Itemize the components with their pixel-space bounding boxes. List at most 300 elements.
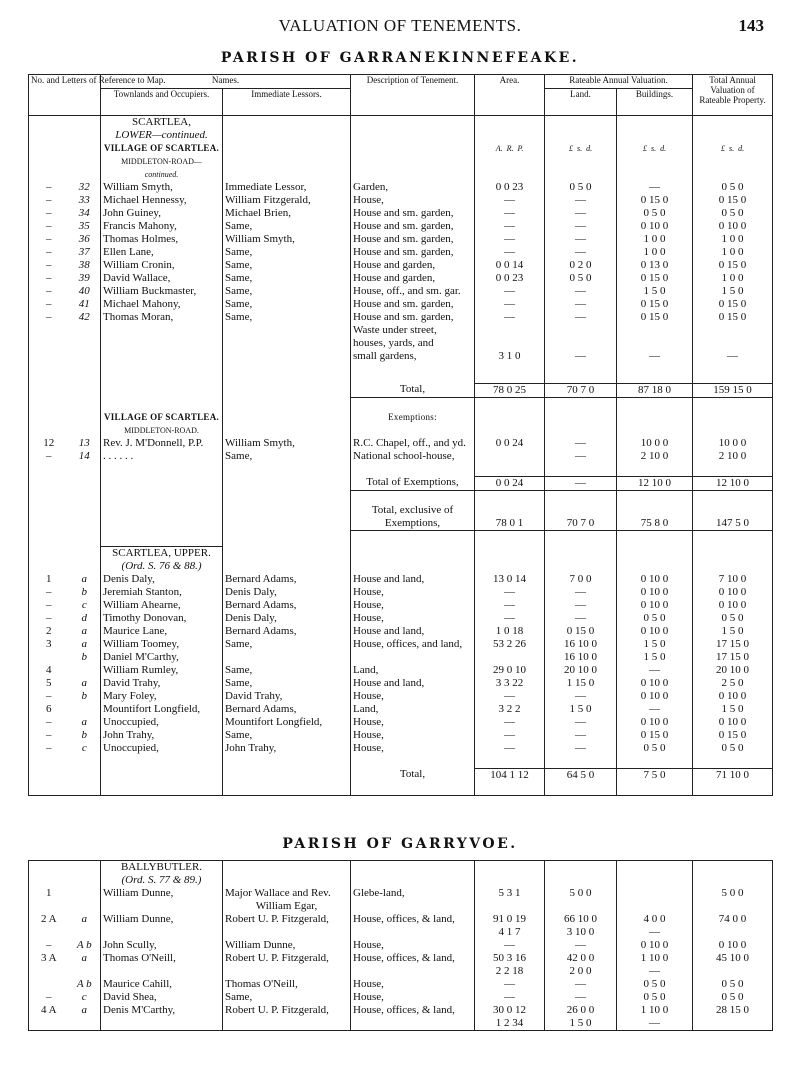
col-rateable-header: Rateable Annual Valuation. bbox=[545, 75, 693, 89]
land-value: — bbox=[545, 437, 617, 450]
table-row bbox=[29, 638, 773, 651]
area-value: — bbox=[475, 729, 545, 742]
total-value: 0 10 0 bbox=[693, 716, 773, 729]
parish-title-garranekinnefeake: PARISH OF GARRANEKINNEFEAKE. bbox=[220, 50, 580, 66]
table-row bbox=[29, 703, 773, 716]
tenement-description: House, bbox=[351, 194, 475, 207]
total-value: 0 15 0 bbox=[693, 729, 773, 742]
ref-letter: a bbox=[81, 572, 87, 585]
occupier-name: Mary Foley, bbox=[101, 690, 223, 703]
ref-number: 3 bbox=[46, 637, 52, 650]
waste-total: — bbox=[693, 350, 773, 363]
area-value: 53 2 26 bbox=[475, 638, 545, 651]
tenement-description: Garden, bbox=[351, 181, 475, 194]
tenement-description: House, bbox=[351, 742, 475, 755]
townland-name-continued: LOWER—continued. bbox=[101, 129, 223, 142]
table-row bbox=[29, 978, 773, 991]
ref-letter: b bbox=[81, 650, 87, 663]
tenement-description: House, bbox=[351, 612, 475, 625]
buildings-value bbox=[617, 900, 693, 913]
waste-desc-2: houses, yards, and bbox=[351, 337, 475, 350]
ref-letter: 40 bbox=[78, 285, 90, 297]
tenement-description: House and sm. garden, bbox=[351, 220, 475, 233]
ref-letter: 36 bbox=[78, 233, 90, 245]
land-value: 5 0 0 bbox=[545, 887, 617, 900]
ref-letter bbox=[69, 900, 101, 913]
occupier-name: John Trahy, bbox=[101, 729, 223, 742]
tenement-description: National school-house, bbox=[351, 450, 475, 463]
land-value: — bbox=[545, 246, 617, 259]
tenement-description: House and sm. garden, bbox=[351, 233, 475, 246]
ref-letter: a bbox=[81, 952, 87, 964]
ref-number: 1 bbox=[46, 887, 52, 899]
col-lessors-header: Immediate Lessors. bbox=[223, 89, 351, 116]
waste-desc-1: Waste under street, bbox=[351, 324, 475, 337]
buildings-value: 0 5 0 bbox=[617, 612, 693, 625]
tenement-description bbox=[351, 651, 475, 664]
land-value: — bbox=[545, 978, 617, 991]
ref-number: – bbox=[46, 233, 52, 245]
ref-letter: 35 bbox=[78, 220, 90, 232]
total-value: 0 10 0 bbox=[693, 586, 773, 599]
total-value: 17 15 0 bbox=[693, 638, 773, 651]
ref-letter: a bbox=[81, 676, 87, 689]
section2-total-buildings: 7 5 0 bbox=[617, 768, 693, 782]
buildings-value: 0 15 0 bbox=[617, 729, 693, 742]
area-value: — bbox=[475, 742, 545, 755]
buildings-value: 4 0 0 bbox=[617, 913, 693, 926]
tenement-description: House, offices, & land, bbox=[351, 1004, 475, 1017]
total-value: 10 0 0 bbox=[693, 437, 773, 450]
tenement-description: House and garden, bbox=[351, 272, 475, 285]
ref-number: – bbox=[46, 611, 52, 624]
ref-letter: b bbox=[81, 585, 87, 598]
table-row bbox=[29, 664, 773, 677]
ref-number: 1 bbox=[46, 572, 52, 585]
ref-number: – bbox=[46, 220, 52, 232]
occupier-name: Francis Mahony, bbox=[101, 220, 223, 233]
occupier-name: David Wallace, bbox=[101, 272, 223, 285]
buildings-value: 0 5 0 bbox=[617, 978, 693, 991]
table-row bbox=[29, 298, 773, 311]
col-townlands-header: Townlands and Occupiers. bbox=[101, 89, 223, 116]
occupier-name: Jeremiah Stanton, bbox=[101, 586, 223, 599]
total-value: 2 10 0 bbox=[693, 450, 773, 463]
ref-letter: c bbox=[81, 741, 87, 754]
ref-number: – bbox=[46, 246, 52, 258]
ref-number bbox=[29, 651, 69, 664]
table-row bbox=[29, 181, 773, 194]
buildings-value: 0 10 0 bbox=[617, 573, 693, 586]
lessor-name: Same, bbox=[223, 259, 351, 272]
land-value: — bbox=[545, 690, 617, 703]
ref-letter: 32 bbox=[78, 181, 90, 193]
land-value: — bbox=[545, 194, 617, 207]
tenement-description: House, off., and sm. gar. bbox=[351, 285, 475, 298]
page-number: 143 bbox=[738, 16, 764, 35]
section1-total-buildings: 87 18 0 bbox=[617, 383, 693, 397]
ref-number: – bbox=[46, 728, 52, 741]
occupier-name: William Dunne, bbox=[101, 887, 223, 900]
area-value: — bbox=[475, 233, 545, 246]
total-value: 0 15 0 bbox=[693, 298, 773, 311]
land-value: 16 10 0 bbox=[545, 651, 617, 664]
tenement-description bbox=[351, 926, 475, 939]
tenement-description: House, bbox=[351, 599, 475, 612]
land-value: — bbox=[545, 729, 617, 742]
table-row bbox=[29, 311, 773, 324]
ref-letter: 41 bbox=[78, 298, 90, 310]
area-value bbox=[475, 651, 545, 664]
buildings-value: 1 5 0 bbox=[617, 638, 693, 651]
buildings-value: 0 15 0 bbox=[617, 311, 693, 324]
buildings-value: 0 10 0 bbox=[617, 939, 693, 952]
ref-letter: a bbox=[81, 715, 87, 728]
ref-number: 4 bbox=[46, 663, 52, 676]
area-value: 0 0 14 bbox=[475, 259, 545, 272]
lessor-name: Denis Daly, bbox=[223, 586, 351, 599]
ref-number: – bbox=[46, 991, 52, 1003]
ref-number: 6 bbox=[46, 702, 52, 715]
table-row bbox=[29, 233, 773, 246]
total-value: 0 15 0 bbox=[693, 194, 773, 207]
tenement-description bbox=[351, 1017, 475, 1031]
tenement-description: House, bbox=[351, 690, 475, 703]
ref-number: 3 A bbox=[40, 952, 57, 964]
buildings-value: 1 10 0 bbox=[617, 1004, 693, 1017]
occupier-name: Thomas Holmes, bbox=[101, 233, 223, 246]
occupier-name: Unoccupied, bbox=[101, 742, 223, 755]
buildings-units: £ s. d. bbox=[617, 142, 693, 155]
lessor-name: William Smyth, bbox=[223, 437, 351, 450]
lessor-name: Immediate Lessor, bbox=[223, 181, 351, 194]
lessor-name: Robert U. P. Fitzgerald, bbox=[223, 952, 351, 965]
lessor-name: Denis Daly, bbox=[223, 612, 351, 625]
lessor-name: Same, bbox=[223, 272, 351, 285]
area-value: — bbox=[475, 978, 545, 991]
ref-number: 2 bbox=[46, 624, 52, 637]
tenement-description bbox=[351, 965, 475, 978]
table-row-continued bbox=[29, 926, 773, 939]
table-row bbox=[29, 573, 773, 586]
buildings-value: 1 5 0 bbox=[617, 285, 693, 298]
total-value bbox=[693, 965, 773, 978]
buildings-value: — bbox=[617, 965, 693, 978]
ref-number: – bbox=[46, 181, 52, 193]
lessor-name: Bernard Adams, bbox=[223, 703, 351, 716]
area-value bbox=[475, 450, 545, 463]
buildings-value: — bbox=[617, 926, 693, 939]
area-value: 5 3 1 bbox=[475, 887, 545, 900]
land-value: 20 10 0 bbox=[545, 664, 617, 677]
lessor-name: William Smyth, bbox=[223, 233, 351, 246]
buildings-value: 1 0 0 bbox=[617, 233, 693, 246]
tenement-description: Land, bbox=[351, 703, 475, 716]
lessor-name: Same, bbox=[223, 311, 351, 324]
table-row bbox=[29, 599, 773, 612]
occupier-name: Unoccupied, bbox=[101, 716, 223, 729]
exempt-village-heading: VILLAGE OF SCARTLEA. bbox=[101, 411, 223, 424]
waste-land: — bbox=[545, 350, 617, 363]
land-value: — bbox=[545, 207, 617, 220]
section1-total-total: 159 15 0 bbox=[693, 383, 773, 397]
area-value bbox=[475, 900, 545, 913]
lessor-name: Same, bbox=[223, 246, 351, 259]
col-area-header: Area. bbox=[475, 75, 545, 116]
occupier-name: . . . . . . bbox=[101, 450, 223, 463]
tenement-description: House, bbox=[351, 939, 475, 952]
buildings-value: — bbox=[617, 181, 693, 194]
occupier-name bbox=[101, 965, 223, 978]
total-value: 0 10 0 bbox=[693, 599, 773, 612]
tenement-description: R.C. Chapel, off., and yd. bbox=[351, 437, 475, 450]
land-value: 26 0 0 bbox=[545, 1004, 617, 1017]
tenement-description: House, offices, and land, bbox=[351, 638, 475, 651]
tenement-description: House and garden, bbox=[351, 259, 475, 272]
buildings-value: 0 5 0 bbox=[617, 207, 693, 220]
occupier-name: William Buckmaster, bbox=[101, 285, 223, 298]
lessor-name: Same, bbox=[223, 298, 351, 311]
buildings-value: 0 15 0 bbox=[617, 298, 693, 311]
land-value: — bbox=[545, 586, 617, 599]
table-row bbox=[29, 220, 773, 233]
exclusive-total-area: 78 0 1 bbox=[475, 517, 545, 531]
occupier-name: Rev. J. M'Donnell, P.P. bbox=[101, 437, 223, 450]
occupier-name: Timothy Donovan, bbox=[101, 612, 223, 625]
col-land-header: Land. bbox=[545, 89, 617, 116]
occupier-name: Thomas O'Neill, bbox=[101, 952, 223, 965]
exempt-road-heading: MIDDLETON-ROAD. bbox=[101, 424, 223, 437]
total-value: 0 5 0 bbox=[693, 612, 773, 625]
lessor-name: Same, bbox=[223, 991, 351, 1004]
land-units: £ s. d. bbox=[545, 142, 617, 155]
occupier-name: Denis Daly, bbox=[101, 573, 223, 586]
lessor-name: Mountifort Longfield, bbox=[223, 716, 351, 729]
land-value: 1 15 0 bbox=[545, 677, 617, 690]
total-value: 74 0 0 bbox=[693, 913, 773, 926]
lessor-name: Robert U. P. Fitzgerald, bbox=[223, 913, 351, 926]
lessor-name: Bernard Adams, bbox=[223, 625, 351, 638]
lessor-name: Robert U. P. Fitzgerald, bbox=[223, 1004, 351, 1017]
buildings-value: 0 5 0 bbox=[617, 991, 693, 1004]
area-value: 13 0 14 bbox=[475, 573, 545, 586]
ref-number: – bbox=[46, 585, 52, 598]
area-value: — bbox=[475, 207, 545, 220]
area-value: 91 0 19 bbox=[475, 913, 545, 926]
total-value: 0 15 0 bbox=[693, 311, 773, 324]
land-value: 0 2 0 bbox=[545, 259, 617, 272]
lessor-name: Michael Brien, bbox=[223, 207, 351, 220]
road-heading: MIDDLETON-ROAD— bbox=[101, 155, 223, 168]
buildings-value: 2 10 0 bbox=[617, 450, 693, 463]
table-row bbox=[29, 952, 773, 965]
waste-area: 3 1 0 bbox=[475, 350, 545, 363]
ref-number: – bbox=[46, 598, 52, 611]
table-row bbox=[29, 690, 773, 703]
lessor-name: Bernard Adams, bbox=[223, 573, 351, 586]
buildings-value: 0 10 0 bbox=[617, 677, 693, 690]
running-title: VALUATION OF TENEMENTS. bbox=[278, 16, 522, 35]
area-value: 1 2 34 bbox=[475, 1017, 545, 1031]
total-value: 0 15 0 bbox=[693, 259, 773, 272]
exemptions-total-label: Total of Exemptions, bbox=[351, 476, 475, 490]
table-row bbox=[29, 285, 773, 298]
lessor-name: John Trahy, bbox=[223, 742, 351, 755]
table-row bbox=[29, 259, 773, 272]
land-value: — bbox=[545, 285, 617, 298]
total-value: 0 5 0 bbox=[693, 181, 773, 194]
area-value: — bbox=[475, 246, 545, 259]
area-value: — bbox=[475, 298, 545, 311]
table-row bbox=[29, 625, 773, 638]
area-value: 50 3 16 bbox=[475, 952, 545, 965]
exclusive-label-2: Exemptions, bbox=[351, 517, 475, 531]
lessor-name: Same, bbox=[223, 220, 351, 233]
ref-letter: b bbox=[81, 728, 87, 741]
buildings-value: 1 0 0 bbox=[617, 246, 693, 259]
total-value: 1 0 0 bbox=[693, 272, 773, 285]
table-row bbox=[29, 677, 773, 690]
ref-letter: a bbox=[81, 624, 87, 637]
tenement-description: House and land, bbox=[351, 677, 475, 690]
occupier-name: Michael Mahony, bbox=[101, 298, 223, 311]
occupier-name: Ellen Lane, bbox=[101, 246, 223, 259]
occupier-name: William Cronin, bbox=[101, 259, 223, 272]
road-heading-continued: continued. bbox=[101, 168, 223, 181]
total-value: 17 15 0 bbox=[693, 651, 773, 664]
table-row bbox=[29, 272, 773, 285]
ref-letter: 14 bbox=[78, 449, 90, 462]
area-value: 3 2 2 bbox=[475, 703, 545, 716]
lessor-name bbox=[223, 1017, 351, 1031]
ref-number bbox=[29, 965, 69, 978]
col-names-header: Names. bbox=[101, 75, 351, 89]
ref-number: – bbox=[46, 194, 52, 206]
ref-letter bbox=[69, 1017, 101, 1031]
lessor-name: Same, bbox=[223, 450, 351, 463]
total-value: 45 10 0 bbox=[693, 952, 773, 965]
land-value: — bbox=[545, 742, 617, 755]
ref-number: – bbox=[46, 272, 52, 284]
tenement-description: House, bbox=[351, 586, 475, 599]
buildings-value: 1 5 0 bbox=[617, 651, 693, 664]
ref-letter bbox=[69, 664, 101, 677]
ref-number: 4 A bbox=[40, 1004, 57, 1016]
table-row bbox=[29, 742, 773, 755]
ballybutler-ord: (Ord. S. 77 & 89.) bbox=[101, 874, 223, 887]
total-value: 5 0 0 bbox=[693, 887, 773, 900]
ref-letter bbox=[69, 926, 101, 939]
total-value bbox=[693, 926, 773, 939]
tenement-description: House, bbox=[351, 978, 475, 991]
area-value: — bbox=[475, 220, 545, 233]
area-units: A. R. P. bbox=[475, 142, 545, 155]
ref-letter: 39 bbox=[78, 272, 90, 284]
townland-upper-name: SCARTLEA, UPPER. bbox=[101, 546, 223, 560]
occupier-name: William Dunne, bbox=[101, 913, 223, 926]
area-value: 0 0 23 bbox=[475, 272, 545, 285]
total-value: 20 10 0 bbox=[693, 664, 773, 677]
exemptions-total-land: — bbox=[545, 476, 617, 490]
area-value: 29 0 10 bbox=[475, 664, 545, 677]
tenement-description: House, offices, & land, bbox=[351, 952, 475, 965]
land-value: 16 10 0 bbox=[545, 638, 617, 651]
occupier-name: William Smyth, bbox=[101, 181, 223, 194]
land-value: — bbox=[545, 939, 617, 952]
total-value: 0 5 0 bbox=[693, 742, 773, 755]
ref-letter: c bbox=[81, 598, 87, 611]
area-value: — bbox=[475, 612, 545, 625]
total-value: 1 5 0 bbox=[693, 703, 773, 716]
lessor-name bbox=[223, 965, 351, 978]
total-value: 1 5 0 bbox=[693, 285, 773, 298]
occupier-name: Daniel M'Carthy, bbox=[101, 651, 223, 664]
lessor-name bbox=[223, 926, 351, 939]
section2-total-total: 71 10 0 bbox=[693, 768, 773, 782]
land-value: — bbox=[545, 612, 617, 625]
land-value: 1 5 0 bbox=[545, 1017, 617, 1031]
ref-number: – bbox=[46, 449, 52, 462]
ref-letter: 34 bbox=[78, 207, 90, 219]
section2-total-label: Total, bbox=[351, 768, 475, 782]
land-value: 1 5 0 bbox=[545, 703, 617, 716]
ref-number: – bbox=[46, 311, 52, 323]
buildings-value: 0 10 0 bbox=[617, 220, 693, 233]
table-row bbox=[29, 716, 773, 729]
buildings-value: 0 13 0 bbox=[617, 259, 693, 272]
waste-desc-3: small gardens, bbox=[351, 350, 475, 363]
occupier-name bbox=[101, 1017, 223, 1031]
total-value: 1 0 0 bbox=[693, 233, 773, 246]
ref-letter: b bbox=[81, 689, 87, 702]
lessor-name: Thomas O'Neill, bbox=[223, 978, 351, 991]
tenement-description: House and sm. garden, bbox=[351, 298, 475, 311]
table-row bbox=[29, 1004, 773, 1017]
ref-number: 12 bbox=[43, 436, 55, 449]
table-row bbox=[29, 450, 773, 463]
valuation-table-garranekinnefeake bbox=[28, 74, 773, 796]
total-value bbox=[693, 900, 773, 913]
area-value: 0 0 24 bbox=[475, 437, 545, 450]
lessor-name: Bernard Adams, bbox=[223, 599, 351, 612]
ref-letter: 38 bbox=[78, 259, 90, 271]
area-value: — bbox=[475, 716, 545, 729]
area-value: — bbox=[475, 586, 545, 599]
total-units: £ s. d. bbox=[693, 142, 773, 155]
land-value: — bbox=[545, 298, 617, 311]
tenement-description: House, bbox=[351, 729, 475, 742]
buildings-value: — bbox=[617, 664, 693, 677]
ref-number: – bbox=[46, 207, 52, 219]
table-row bbox=[29, 586, 773, 599]
ref-letter: A b bbox=[76, 939, 92, 951]
area-value: — bbox=[475, 690, 545, 703]
section1-total-area: 78 0 25 bbox=[475, 383, 545, 397]
ref-letter bbox=[69, 703, 101, 716]
valuation-table-garryvoe bbox=[28, 860, 773, 1031]
land-value: 0 15 0 bbox=[545, 625, 617, 638]
occupier-name: Denis M'Carthy, bbox=[101, 1004, 223, 1017]
col-ref-header: No. and Letters of Reference to Map. bbox=[29, 75, 101, 116]
land-value: 3 10 0 bbox=[545, 926, 617, 939]
occupier-name: Michael Hennessy, bbox=[101, 194, 223, 207]
land-value: — bbox=[545, 991, 617, 1004]
ref-number: 5 bbox=[46, 676, 52, 689]
lessor-name bbox=[223, 651, 351, 664]
exclusive-total-total: 147 5 0 bbox=[693, 517, 773, 531]
lessor-name: Same, bbox=[223, 729, 351, 742]
land-value: 0 5 0 bbox=[545, 181, 617, 194]
